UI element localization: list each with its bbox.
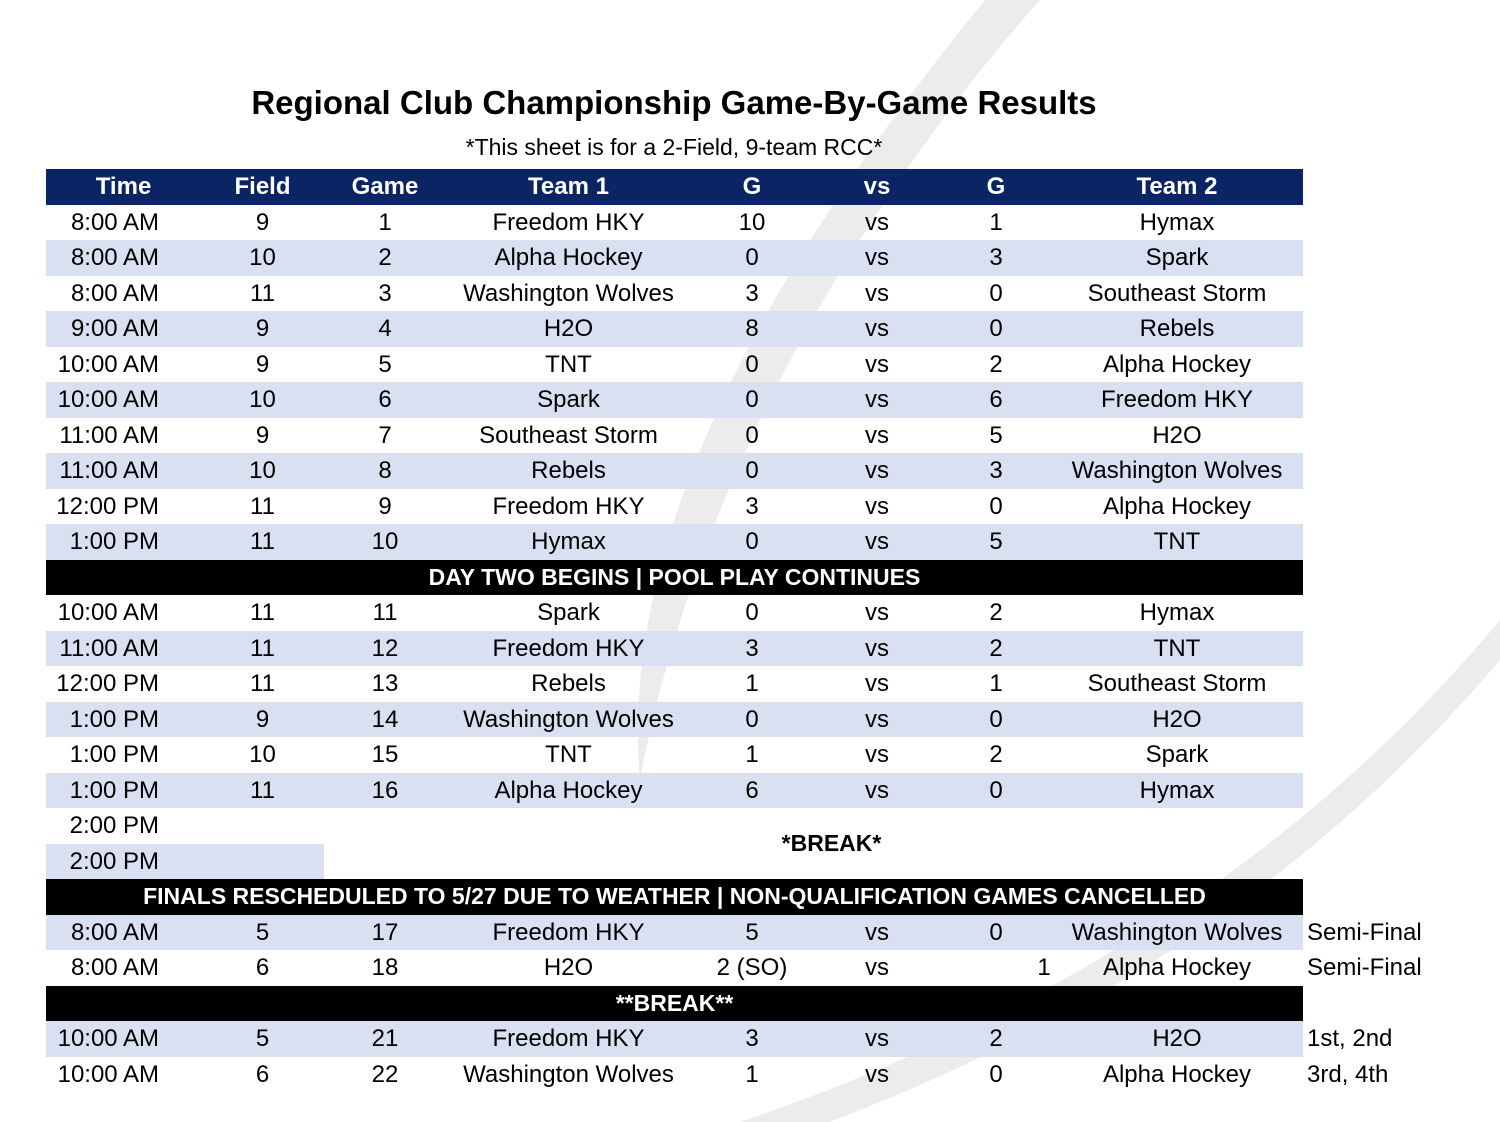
game-row (46, 702, 1433, 738)
banner-spacer (1303, 560, 1433, 596)
g1-score-cell: 0 (691, 524, 813, 560)
g2-score-cell: 0 (989, 279, 1003, 307)
team1-cell: Southeast Storm (479, 421, 658, 449)
field-cell: 11 (201, 631, 324, 667)
header-g2: G (941, 169, 1051, 205)
field-cell: 9 (255, 350, 270, 378)
g1-score-cell: 0 (691, 240, 813, 276)
team2-cell: Spark (1051, 240, 1303, 276)
final-rows (46, 1021, 1433, 1092)
round-note-cell: Semi-Final (1307, 918, 1422, 946)
game-cell: 8 (324, 453, 446, 489)
g2-score-cell (941, 950, 1051, 986)
g2-score-cell: 0 (989, 492, 1003, 520)
field-cell: 6 (255, 954, 270, 981)
field-cell: 11 (250, 599, 275, 626)
field-cell: 11 (250, 492, 275, 520)
team1-cell: Spark (537, 599, 600, 626)
game-row (46, 347, 1433, 383)
header-time: Time (46, 169, 201, 205)
game-cell: 1 (378, 208, 392, 236)
field-cell: 11 (201, 773, 324, 809)
g1-score-cell: 0 (691, 453, 813, 489)
day-one-rows (46, 205, 1433, 560)
banner-spacer (1303, 879, 1433, 915)
round-note-cell: 1st, 2nd (1307, 1025, 1393, 1052)
vs-cell: vs (865, 208, 889, 236)
g2-score-cell: 2 (941, 631, 1051, 667)
game-row (46, 489, 1433, 525)
game-row (46, 595, 1433, 631)
team1-cell: Alpha Hockey (446, 773, 691, 809)
team2-cell: Hymax (1139, 599, 1215, 626)
field-cell: 10 (201, 453, 324, 489)
time-cell: 11:00 AM (46, 453, 201, 489)
field-cell: 5 (201, 1021, 324, 1057)
g1-score-cell: 0 (691, 702, 813, 738)
note-cell-empty (1303, 844, 1433, 880)
vs-cell: vs (865, 954, 889, 981)
round-note-cell: Semi-Final (1307, 954, 1422, 981)
round-note-cell (1303, 737, 1433, 773)
round-note-cell (1303, 631, 1433, 667)
g1-score-cell: 5 (691, 915, 813, 951)
vs-cell: vs (813, 524, 941, 560)
game-row (46, 276, 1433, 312)
header-g1: G (691, 169, 813, 205)
vs-cell: vs (865, 421, 889, 449)
team1-cell: Freedom HKY (446, 631, 691, 667)
time-cell: 12:00 PM (56, 670, 159, 697)
g1-score-cell: 3 (691, 1021, 813, 1057)
game-row (46, 631, 1433, 667)
team2-cell: Southeast Storm (1087, 670, 1267, 697)
field-cell: 9 (255, 421, 270, 449)
game-row (46, 773, 1433, 809)
game-cell: 11 (372, 599, 398, 626)
game-cell: 17 (324, 915, 446, 951)
vs-cell: vs (813, 702, 941, 738)
g2-score-cell: 6 (941, 382, 1051, 418)
time-cell: 8:00 AM (70, 954, 159, 981)
field-cell: 9 (201, 702, 324, 738)
second-break-section (46, 986, 1433, 1022)
game-cell: 15 (371, 741, 399, 768)
g1-score-cell: 3 (745, 492, 759, 520)
g2-score-cell: 0 (941, 702, 1051, 738)
g2-score-text: 1 (1037, 954, 1051, 981)
vs-cell: vs (865, 670, 889, 697)
vs-cell: vs (865, 279, 889, 307)
header-field: Field (201, 169, 324, 205)
time-cell: 10:00 AM (57, 1060, 159, 1088)
game-cell: 5 (378, 350, 392, 378)
round-note-cell (1303, 595, 1433, 631)
game-row (46, 205, 1433, 241)
field-cell: 11 (201, 524, 324, 560)
round-note-cell: 3rd, 4th (1307, 1060, 1389, 1088)
time-cell: 11:00 AM (59, 421, 159, 449)
time-cell: 10:00 AM (46, 382, 201, 418)
time-cell: 8:00 AM (46, 915, 201, 951)
game-row (46, 915, 1433, 951)
day-two-banner: DAY TWO BEGINS | POOL PLAY CONTINUES (46, 560, 1303, 596)
round-note-cell (1303, 311, 1433, 347)
g1-score-cell: 6 (691, 773, 813, 809)
vs-cell: vs (813, 240, 941, 276)
game-cell: 9 (378, 492, 392, 520)
g2-score-cell: 1 (989, 670, 1003, 697)
game-row (46, 1057, 1433, 1093)
game-row (46, 737, 1433, 773)
vs-cell: vs (865, 1060, 889, 1088)
team1-cell: Hymax (446, 524, 691, 560)
team2-cell: Freedom HKY (1051, 382, 1303, 418)
team2-cell: H2O (1051, 702, 1303, 738)
team1-cell: H2O (446, 311, 691, 347)
team2-cell: H2O (1051, 1021, 1303, 1057)
game-row (46, 950, 1433, 986)
team2-cell: Washington Wolves (1051, 915, 1303, 951)
time-cell: 1:00 PM (46, 524, 201, 560)
round-note-cell (1303, 382, 1433, 418)
vs-cell: vs (813, 453, 941, 489)
finals-banner-section (46, 879, 1433, 915)
break-section (46, 808, 1433, 879)
field-cell: 11 (250, 279, 275, 307)
game-cell: 2 (324, 240, 446, 276)
game-cell: 18 (371, 954, 399, 981)
team2-cell: Spark (1145, 741, 1209, 768)
break-label-text: *BREAK* (781, 829, 882, 856)
team2-cell: Hymax (1051, 773, 1303, 809)
g2-score-cell: 2 (989, 741, 1003, 768)
team1-cell: Washington Wolves (463, 279, 674, 307)
g1-score-cell: 3 (691, 631, 813, 667)
g1-score-cell: 10 (738, 208, 766, 236)
break-row-1 (46, 808, 1433, 844)
time-cell: 9:00 AM (46, 311, 201, 347)
vs-cell: vs (813, 915, 941, 951)
second-break-banner: **BREAK** (46, 986, 1303, 1022)
g2-score-cell: 2 (941, 1021, 1051, 1057)
semi-final-rows (46, 915, 1433, 986)
g2-score-cell: 0 (989, 1060, 1003, 1088)
header-vs: vs (813, 169, 941, 205)
team2-cell: Southeast Storm (1087, 279, 1267, 307)
g2-score-cell: 3 (941, 240, 1051, 276)
time-cell: 2:00 PM (46, 844, 201, 880)
time-cell: 10:00 AM (57, 350, 159, 378)
round-note-cell (1303, 666, 1433, 702)
vs-cell: vs (813, 382, 941, 418)
field-cell-empty (201, 844, 324, 880)
banner-spacer (1303, 986, 1433, 1022)
vs-cell: vs (813, 773, 941, 809)
round-note-cell (1303, 773, 1433, 809)
round-note-cell (1303, 489, 1433, 525)
game-cell: 22 (371, 1060, 399, 1088)
g2-score-cell: 5 (989, 421, 1003, 449)
vs-cell: vs (865, 492, 889, 520)
field-cell: 11 (250, 670, 275, 697)
game-row (46, 666, 1433, 702)
team1-cell: Freedom HKY (492, 492, 645, 520)
g1-score-cell: 1 (745, 670, 759, 697)
time-cell: 8:00 AM (46, 240, 201, 276)
time-cell: 12:00 PM (56, 492, 159, 520)
time-cell: 10:00 AM (57, 599, 159, 626)
team1-cell: Alpha Hockey (446, 240, 691, 276)
team2-cell: Alpha Hockey (1102, 350, 1252, 378)
round-note-cell (1303, 240, 1433, 276)
finals-banner: FINALS RESCHEDULED TO 5/27 DUE TO WEATHER | NON-QUALIFICATION GAMES CANCELLED (46, 879, 1303, 915)
game-cell: 13 (371, 670, 399, 697)
team2-cell: Alpha Hockey (1102, 492, 1252, 520)
g1-score-cell: 0 (691, 382, 813, 418)
page-title: Regional Club Championship Game-By-Game Results (251, 84, 1097, 121)
day-two-banner-section (46, 560, 1433, 596)
second-break-row (46, 986, 1433, 1022)
header-note-blank (1303, 169, 1433, 205)
page-subtitle: *This sheet is for a 2-Field, 9-team RCC* (465, 134, 883, 160)
g1-score-cell: 8 (691, 311, 813, 347)
finals-banner-row (46, 879, 1433, 915)
team1-cell: Rebels (531, 670, 606, 697)
round-note-cell (1303, 418, 1433, 454)
team2-cell: Alpha Hockey (1102, 1060, 1252, 1088)
vs-cell: vs (865, 350, 889, 378)
vs-cell: vs (865, 741, 889, 768)
team1-cell: Freedom HKY (446, 1021, 691, 1057)
results-table (46, 169, 1433, 1092)
g2-score-cell: 2 (989, 350, 1003, 378)
g2-score-cell: 0 (941, 915, 1051, 951)
time-cell: 8:00 AM (70, 279, 159, 307)
time-cell: 11:00 AM (46, 631, 201, 667)
g1-score-cell: 1 (745, 1060, 759, 1088)
team1-cell: Freedom HKY (446, 915, 691, 951)
team1-cell: TNT (545, 350, 592, 378)
game-cell: 3 (378, 279, 392, 307)
g1-score-cell: 0 (745, 599, 759, 626)
header-row (46, 169, 1433, 205)
g2-score-cell: 1 (989, 208, 1003, 236)
field-cell: 10 (249, 741, 276, 768)
time-cell: 1:00 PM (69, 741, 159, 768)
round-note-cell (1303, 453, 1433, 489)
team1-cell: Rebels (446, 453, 691, 489)
game-row (46, 524, 1433, 560)
break-label (324, 808, 1303, 879)
team1-cell: Washington Wolves (446, 702, 691, 738)
game-cell: 6 (324, 382, 446, 418)
g1-score-cell: 3 (745, 279, 759, 307)
game-cell: 12 (324, 631, 446, 667)
header-team2: Team 2 (1051, 169, 1303, 205)
team2-cell: TNT (1051, 524, 1303, 560)
game-row (46, 382, 1433, 418)
game-row (46, 240, 1433, 276)
g1-score-cell: 0 (745, 421, 759, 449)
field-cell: 10 (201, 382, 324, 418)
note-cell-empty (1303, 808, 1433, 844)
g1-score-cell: 2 (SO) (716, 954, 788, 981)
team2-cell: Rebels (1051, 311, 1303, 347)
field-cell-empty (201, 808, 324, 844)
g2-score-cell: 3 (941, 453, 1051, 489)
header-game: Game (324, 169, 446, 205)
field-cell: 9 (201, 311, 324, 347)
round-note-cell (1303, 205, 1433, 241)
time-cell: 10:00 AM (46, 1021, 201, 1057)
g2-score-cell: 0 (941, 311, 1051, 347)
round-note-cell (1303, 702, 1433, 738)
team2-cell: TNT (1051, 631, 1303, 667)
team1-cell: Freedom HKY (492, 208, 645, 236)
g2-score-cell: 2 (989, 599, 1003, 626)
round-note-cell (1303, 524, 1433, 560)
day-two-rows (46, 595, 1433, 808)
team2-cell: Washington Wolves (1051, 453, 1303, 489)
game-cell: 14 (324, 702, 446, 738)
day-two-banner-row (46, 560, 1433, 596)
team1-cell: Washington Wolves (463, 1060, 674, 1088)
field-cell: 9 (255, 208, 270, 236)
field-cell: 5 (201, 915, 324, 951)
team1-cell: TNT (545, 741, 592, 768)
time-cell: 1:00 PM (46, 773, 201, 809)
g1-score-cell: 1 (745, 741, 759, 768)
g2-score-cell: 0 (941, 773, 1051, 809)
g2-score-cell: 5 (941, 524, 1051, 560)
game-row (46, 311, 1433, 347)
vs-cell: vs (813, 311, 941, 347)
game-cell: 21 (324, 1021, 446, 1057)
time-cell: 8:00 AM (70, 208, 159, 236)
field-cell: 6 (255, 1060, 270, 1088)
game-cell: 4 (324, 311, 446, 347)
team2-cell: H2O (1152, 421, 1202, 449)
game-cell: 16 (324, 773, 446, 809)
team2-cell: Alpha Hockey (1102, 954, 1252, 981)
game-row (46, 453, 1433, 489)
vs-cell: vs (865, 599, 889, 626)
team1-cell: Spark (446, 382, 691, 418)
game-row (46, 1021, 1433, 1057)
game-row (46, 418, 1433, 454)
round-note-cell (1303, 347, 1433, 383)
game-cell: 10 (324, 524, 446, 560)
round-note-cell (1303, 276, 1433, 312)
team2-cell: Hymax (1139, 208, 1215, 236)
vs-cell: vs (813, 631, 941, 667)
time-cell: 1:00 PM (46, 702, 201, 738)
game-cell: 7 (378, 421, 392, 449)
header-team1: Team 1 (446, 169, 691, 205)
team1-cell: H2O (543, 954, 594, 981)
g1-score-cell: 0 (745, 350, 759, 378)
time-cell: 2:00 PM (69, 812, 159, 839)
vs-cell: vs (813, 1021, 941, 1057)
field-cell: 10 (201, 240, 324, 276)
